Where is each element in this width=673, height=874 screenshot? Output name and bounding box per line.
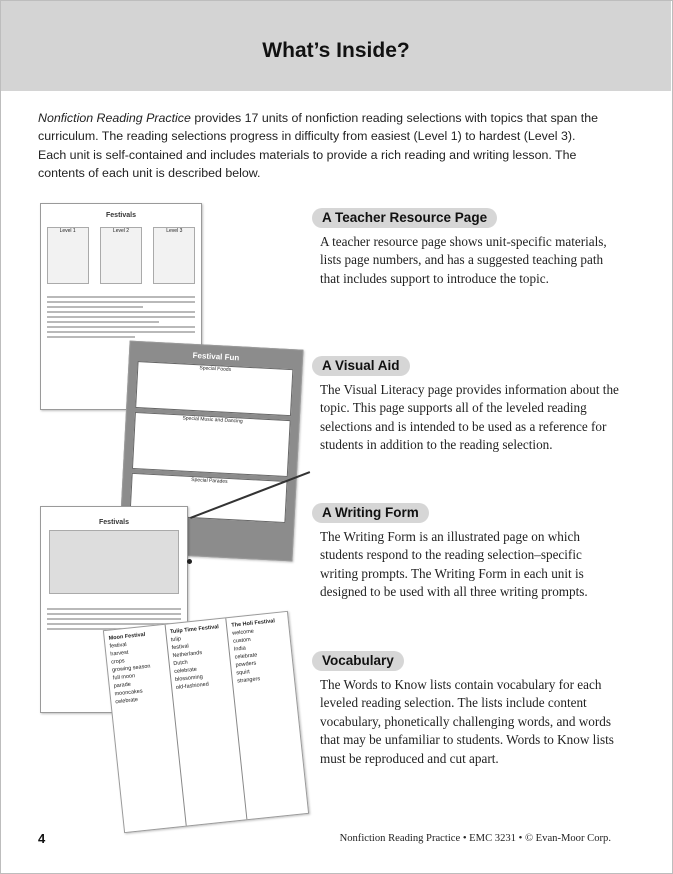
vocab-col2-word: festival (171, 643, 190, 652)
visual-caption-2: Special Music and Dancing (132, 412, 291, 477)
vocab-col3-word: India (233, 645, 247, 653)
vocab-col1-word: crops (110, 658, 125, 666)
visual-caption-3: Special Parades (130, 473, 288, 523)
vocab-col3-word: squirt (236, 669, 251, 677)
vocab-col3-head: The Holi Festival (231, 618, 276, 629)
page-header (1, 1, 671, 91)
vocab-col1-word: harvest (110, 649, 129, 658)
page-number: 4 (38, 831, 46, 846)
level1-thumb: Level 1 (47, 227, 89, 284)
vocab-col3-word: strangers (236, 676, 261, 685)
writing-thumb-title: Festivals (99, 519, 129, 526)
book-title: Nonfiction Reading Practice (38, 111, 191, 125)
callout-dot (187, 559, 192, 564)
vocab-col3-word: powders (235, 660, 257, 669)
visual-caption-1: Special Foods (135, 361, 293, 416)
vocab-col2-head: Tulip Time Festival (169, 624, 220, 636)
vocab-col3-word: celebrate (234, 652, 258, 661)
vocab-col2-word: blossoming (174, 674, 204, 683)
section-heading-visual-aid: A Visual Aid (312, 356, 410, 376)
section-heading-teacher-resource: A Teacher Resource Page (312, 208, 497, 228)
vocab-col1-word: celebrate (115, 697, 139, 706)
section-heading-vocabulary: Vocabulary (312, 651, 404, 671)
vocab-col1-word: parade (113, 681, 132, 690)
intro-text: provides 17 units of nonfiction reading selections with topics that span the curriculum. The reading selections progress in difficulty from easiest (Level 1) to hardest (Level 3). Each unit is self-contained and includes materials to provide a rich reading and writing lesson. The contents of each unit is described below. (38, 111, 598, 181)
vocab-col2-word: tulip (170, 636, 182, 644)
vocab-col1-word: festival (109, 641, 127, 650)
footer-credit: Nonfiction Reading Practice • EMC 3231 • © Evan-Moor Corp. (339, 833, 611, 844)
vocab-col1-word: full moon (112, 673, 136, 682)
vocab-col3-word: custom (232, 636, 252, 645)
visual-thumb-title: Festival Fun (192, 350, 240, 363)
section-heading-writing-form: A Writing Form (312, 503, 429, 523)
section-text-writing-form: The Writing Form is an illustrated page on which students respond to the reading selection–specific writing prompts. The Writing Form in each unit is designed to be used with all three writing prompts. (320, 529, 588, 600)
section-text-vocabulary: The Words to Know lists contain vocabulary for each leveled reading selection. The lists include content vocabulary, phonetically challenging words, and words that may be unfamiliar to students. Words to Know lists must be reproduced and cut apart. (320, 677, 614, 766)
vocab-col2-word: old-fashioned (175, 681, 210, 691)
level3-thumb: Level 3 (153, 227, 195, 284)
vocabulary-thumbnail (103, 611, 309, 833)
level2-thumb: Level 2 (100, 227, 142, 284)
teacher-thumb-title: Festivals (106, 212, 136, 219)
vocab-col1-word: mooncakes (114, 688, 143, 698)
vocab-col2-word: Netherlands (172, 650, 203, 660)
vocab-col1-head: Moon Festival (108, 631, 146, 642)
page-title: What’s Inside? (262, 39, 410, 62)
vocab-col2-word: Dutch (173, 659, 189, 668)
intro-paragraph (38, 109, 598, 183)
vocab-col2-word: celebrate (173, 666, 198, 676)
section-text-visual-aid: The Visual Literacy page provides information about the topic. This page supports all of the leveled reading selections and is intended to be used as a reference for students in addition to the reading selection. (320, 382, 619, 453)
vocab-col3-word: welcome (231, 628, 255, 637)
section-text-teacher-resource: A teacher resource page shows unit-specific materials, lists page numbers, and has a suggested teaching path that includes support to introduce the topic. (320, 234, 607, 286)
writing-drawing-box (49, 530, 179, 594)
vocab-col1-word: growing season (111, 663, 151, 674)
